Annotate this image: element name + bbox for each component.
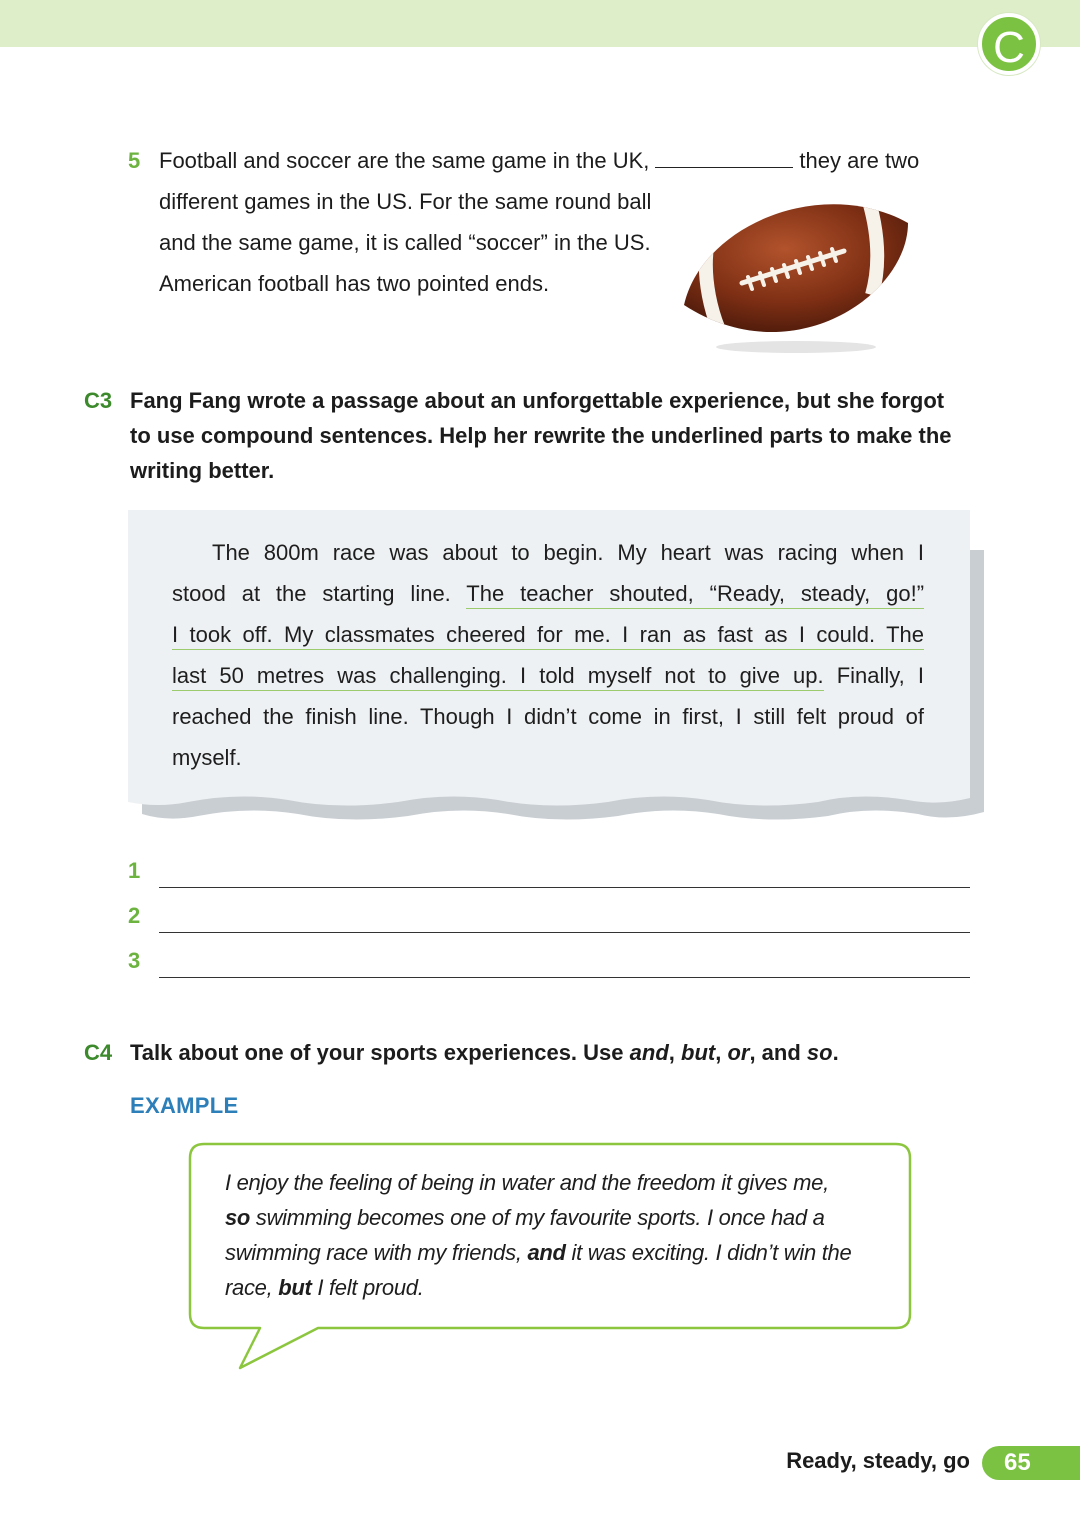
example-text: I enjoy the feeling of being in water and the freedom it gives me, so swimming becomes one of my favourite sports. I once had a swimming race with my friends, and it was exciting. I didn’t win the race, but I felt proud. [225, 1170, 852, 1300]
item-5-line-1: Football and soccer are the same game in the UK, they are two [159, 140, 919, 181]
answer-line-1[interactable]: 1 [128, 858, 970, 888]
underlined-part: I took off. My classmates cheered for me. I ran as fast as I could. The [172, 622, 924, 650]
fill-in-blank[interactable] [655, 140, 793, 168]
underlined-part: last 50 metres was challenging. I told myself not to give up. [172, 663, 824, 691]
exercise-label-c3: C3 [84, 388, 113, 413]
passage-line-2: stood at the starting line. The teacher shouted, “Ready, steady, go!” [172, 573, 924, 614]
example-label: EXAMPLE [130, 1093, 239, 1118]
unit-title: Ready, steady, go [786, 1448, 970, 1473]
american-football-image [672, 185, 916, 355]
passage-text [172, 532, 924, 778]
exercise-label-c4: C4 [84, 1040, 113, 1065]
passage-line-5: reached the finish line. Though I didn’t come in first, I still felt proud of [172, 704, 924, 729]
c4-instruction: Talk about one of your sports experiences. Use and, but, or, and so. [130, 1040, 839, 1065]
top-color-band [0, 0, 1080, 47]
passage-line-1: The 800m race was about to begin. My heart was racing when I [212, 540, 924, 565]
passage-line-6: myself. [172, 745, 242, 770]
c3-instruction: Fang Fang wrote a passage about an unforgettable experience, but she forgot to use compound sentences. Help her rewrite the underlined parts to make the writing better. [130, 388, 952, 483]
item-5-line-3: and the same game, it is called “soccer” in the US. [159, 230, 651, 255]
passage-line-4: last 50 metres was challenging. I told myself not to give up. Finally, I [172, 655, 924, 696]
section-badge: C [978, 13, 1040, 75]
item-5-line-4: American football has two pointed ends. [159, 271, 550, 296]
page-number: 65 [982, 1446, 1080, 1480]
underlined-part: The teacher shouted, “Ready, steady, go!” [466, 581, 924, 609]
passage-line-3 [172, 614, 924, 655]
item-number: 5 [128, 148, 141, 173]
answer-line-2[interactable]: 2 [128, 903, 970, 933]
answer-line-3[interactable]: 3 [128, 948, 970, 978]
item-5-line-2: different games in the US. For the same round ball [159, 189, 652, 214]
